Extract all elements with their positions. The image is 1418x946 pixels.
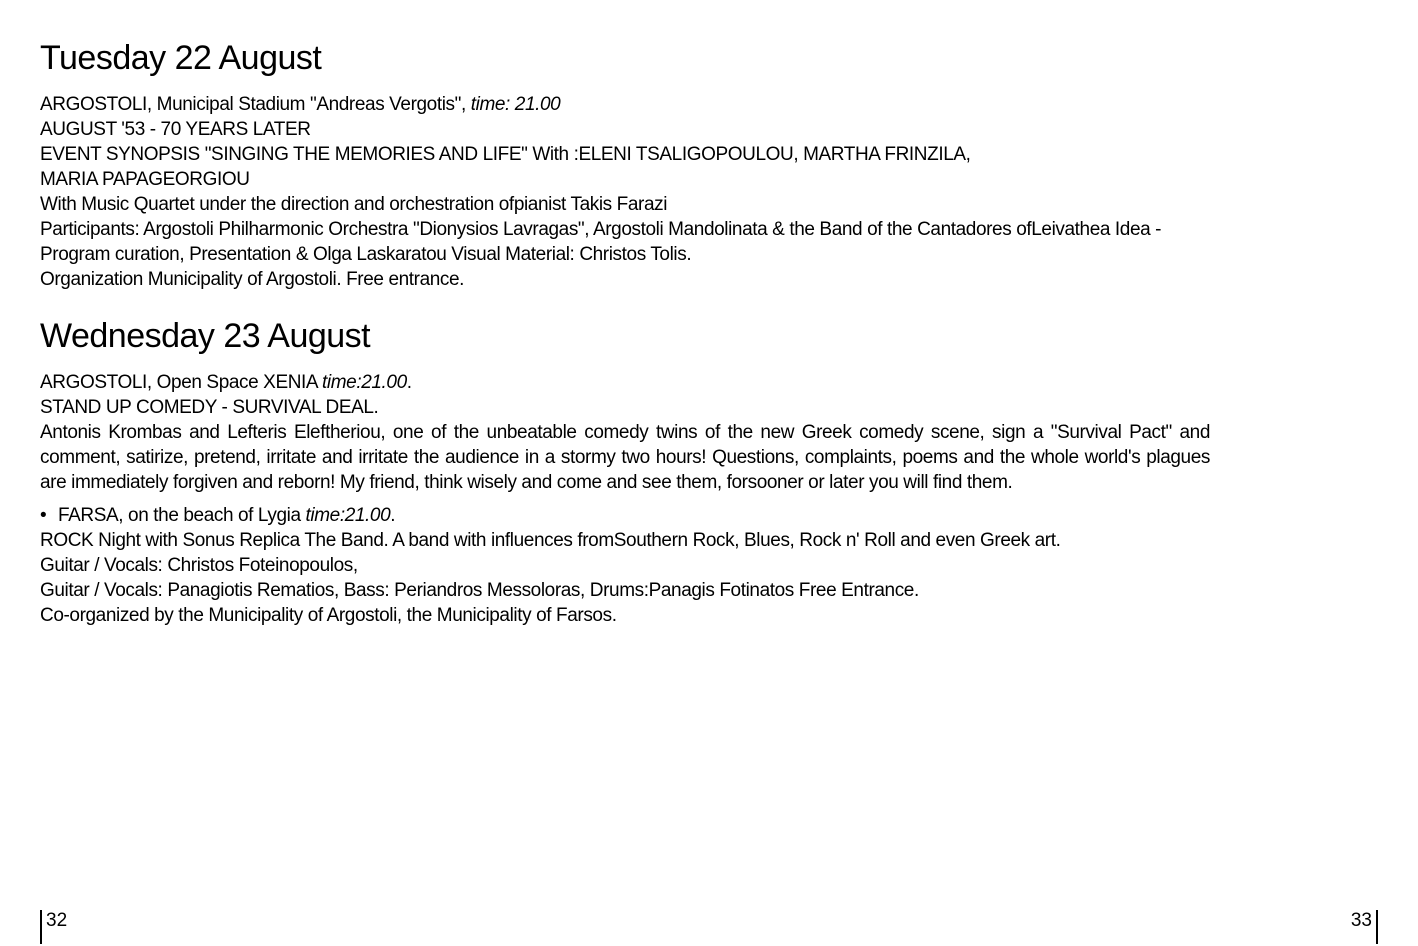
tuesday-organization: Organization Municipality of Argostoli. Free entrance. bbox=[40, 269, 465, 290]
tuesday-synopsis-cont: MARIA PAPAGEORGIOU bbox=[40, 169, 250, 190]
wednesday-title: STAND UP COMEDY - SURVIVAL DEAL. bbox=[40, 397, 379, 418]
page-number-left: 32 bbox=[40, 910, 67, 944]
wednesday-time-suffix: . bbox=[406, 372, 412, 393]
tuesday-venue: ARGOSTOLI, Municipal Stadium "Andreas Vergotis", bbox=[40, 94, 466, 115]
tuesday-curation: Program curation, Presentation & Olga Laskaratou Visual Material: Christos Tolis. bbox=[40, 244, 692, 265]
rock-night: ROCK Night with Sonus Replica The Band. A band with influences fromSouthern Rock, Blues, Rock n' Roll and even Greek art. bbox=[40, 530, 1061, 551]
page-number-right: 33 bbox=[1351, 910, 1378, 944]
bullet-spacer bbox=[40, 495, 1210, 503]
guitar-vocals-2: Guitar / Vocals: Panagiotis Rematios, Bass: Periandros Messoloras, Drums:Panagis Fotinatos Free Entrance. bbox=[40, 580, 919, 601]
wednesday-venue: ARGOSTOLI, Open Space XENIA bbox=[40, 372, 318, 393]
farsa-line bbox=[40, 503, 1210, 528]
farsa-venue: FARSA, on the beach of Lygia bbox=[58, 505, 301, 526]
tuesday-participants: Participants: Argostoli Philharmonic Orchestra "Dionysios Lavragas", Argostoli Mandolinata & the Band of the Cantadores ofLeivathea Idea - bbox=[40, 219, 1162, 240]
tuesday-time: time: 21.00 bbox=[470, 94, 561, 115]
tuesday-quartet: With Music Quartet under the direction and orchestration ofpianist Takis Farazi bbox=[40, 194, 668, 215]
guitar-vocals-1: Guitar / Vocals: Christos Foteinopoulos, bbox=[40, 555, 358, 576]
farsa-time: time:21.00 bbox=[305, 505, 391, 526]
coorganized: Co-organized by the Municipality of Argostoli, the Municipality of Farsos. bbox=[40, 605, 617, 626]
wednesday-venue-line bbox=[40, 370, 1210, 395]
tuesday-heading: Tuesday 22 August bbox=[40, 39, 322, 77]
document-body bbox=[40, 36, 1210, 628]
tuesday-venue-line bbox=[40, 92, 1210, 117]
wednesday-time: time:21.00 bbox=[322, 372, 407, 393]
farsa-time-suffix: . bbox=[390, 505, 396, 526]
tuesday-synopsis: EVENT SYNOPSIS "SINGING THE MEMORIES AND LIFE" With :ELENI TSALIGOPOULOU, MARTHA FRINZILA, bbox=[40, 144, 971, 165]
wednesday-heading: Wednesday 23 August bbox=[40, 317, 371, 355]
section-spacer bbox=[40, 292, 1210, 314]
wednesday-description: Antonis Krombas and Lefteris Eleftheriou, one of the unbeatable comedy twins of the new Greek comedy scene, sign a "Survival Pact" and comment, satirize, pretend, irritate and irritate the audience in a stormy two hours! Questions, complaints, poems and the whole world's plagues are immediately forgiven and reborn! My friend, think wisely and come and see them, forsooner or later you will find them. bbox=[40, 422, 1210, 493]
bullet-icon: • bbox=[40, 505, 47, 526]
tuesday-title: AUGUST '53 - 70 YEARS LATER bbox=[40, 119, 311, 140]
